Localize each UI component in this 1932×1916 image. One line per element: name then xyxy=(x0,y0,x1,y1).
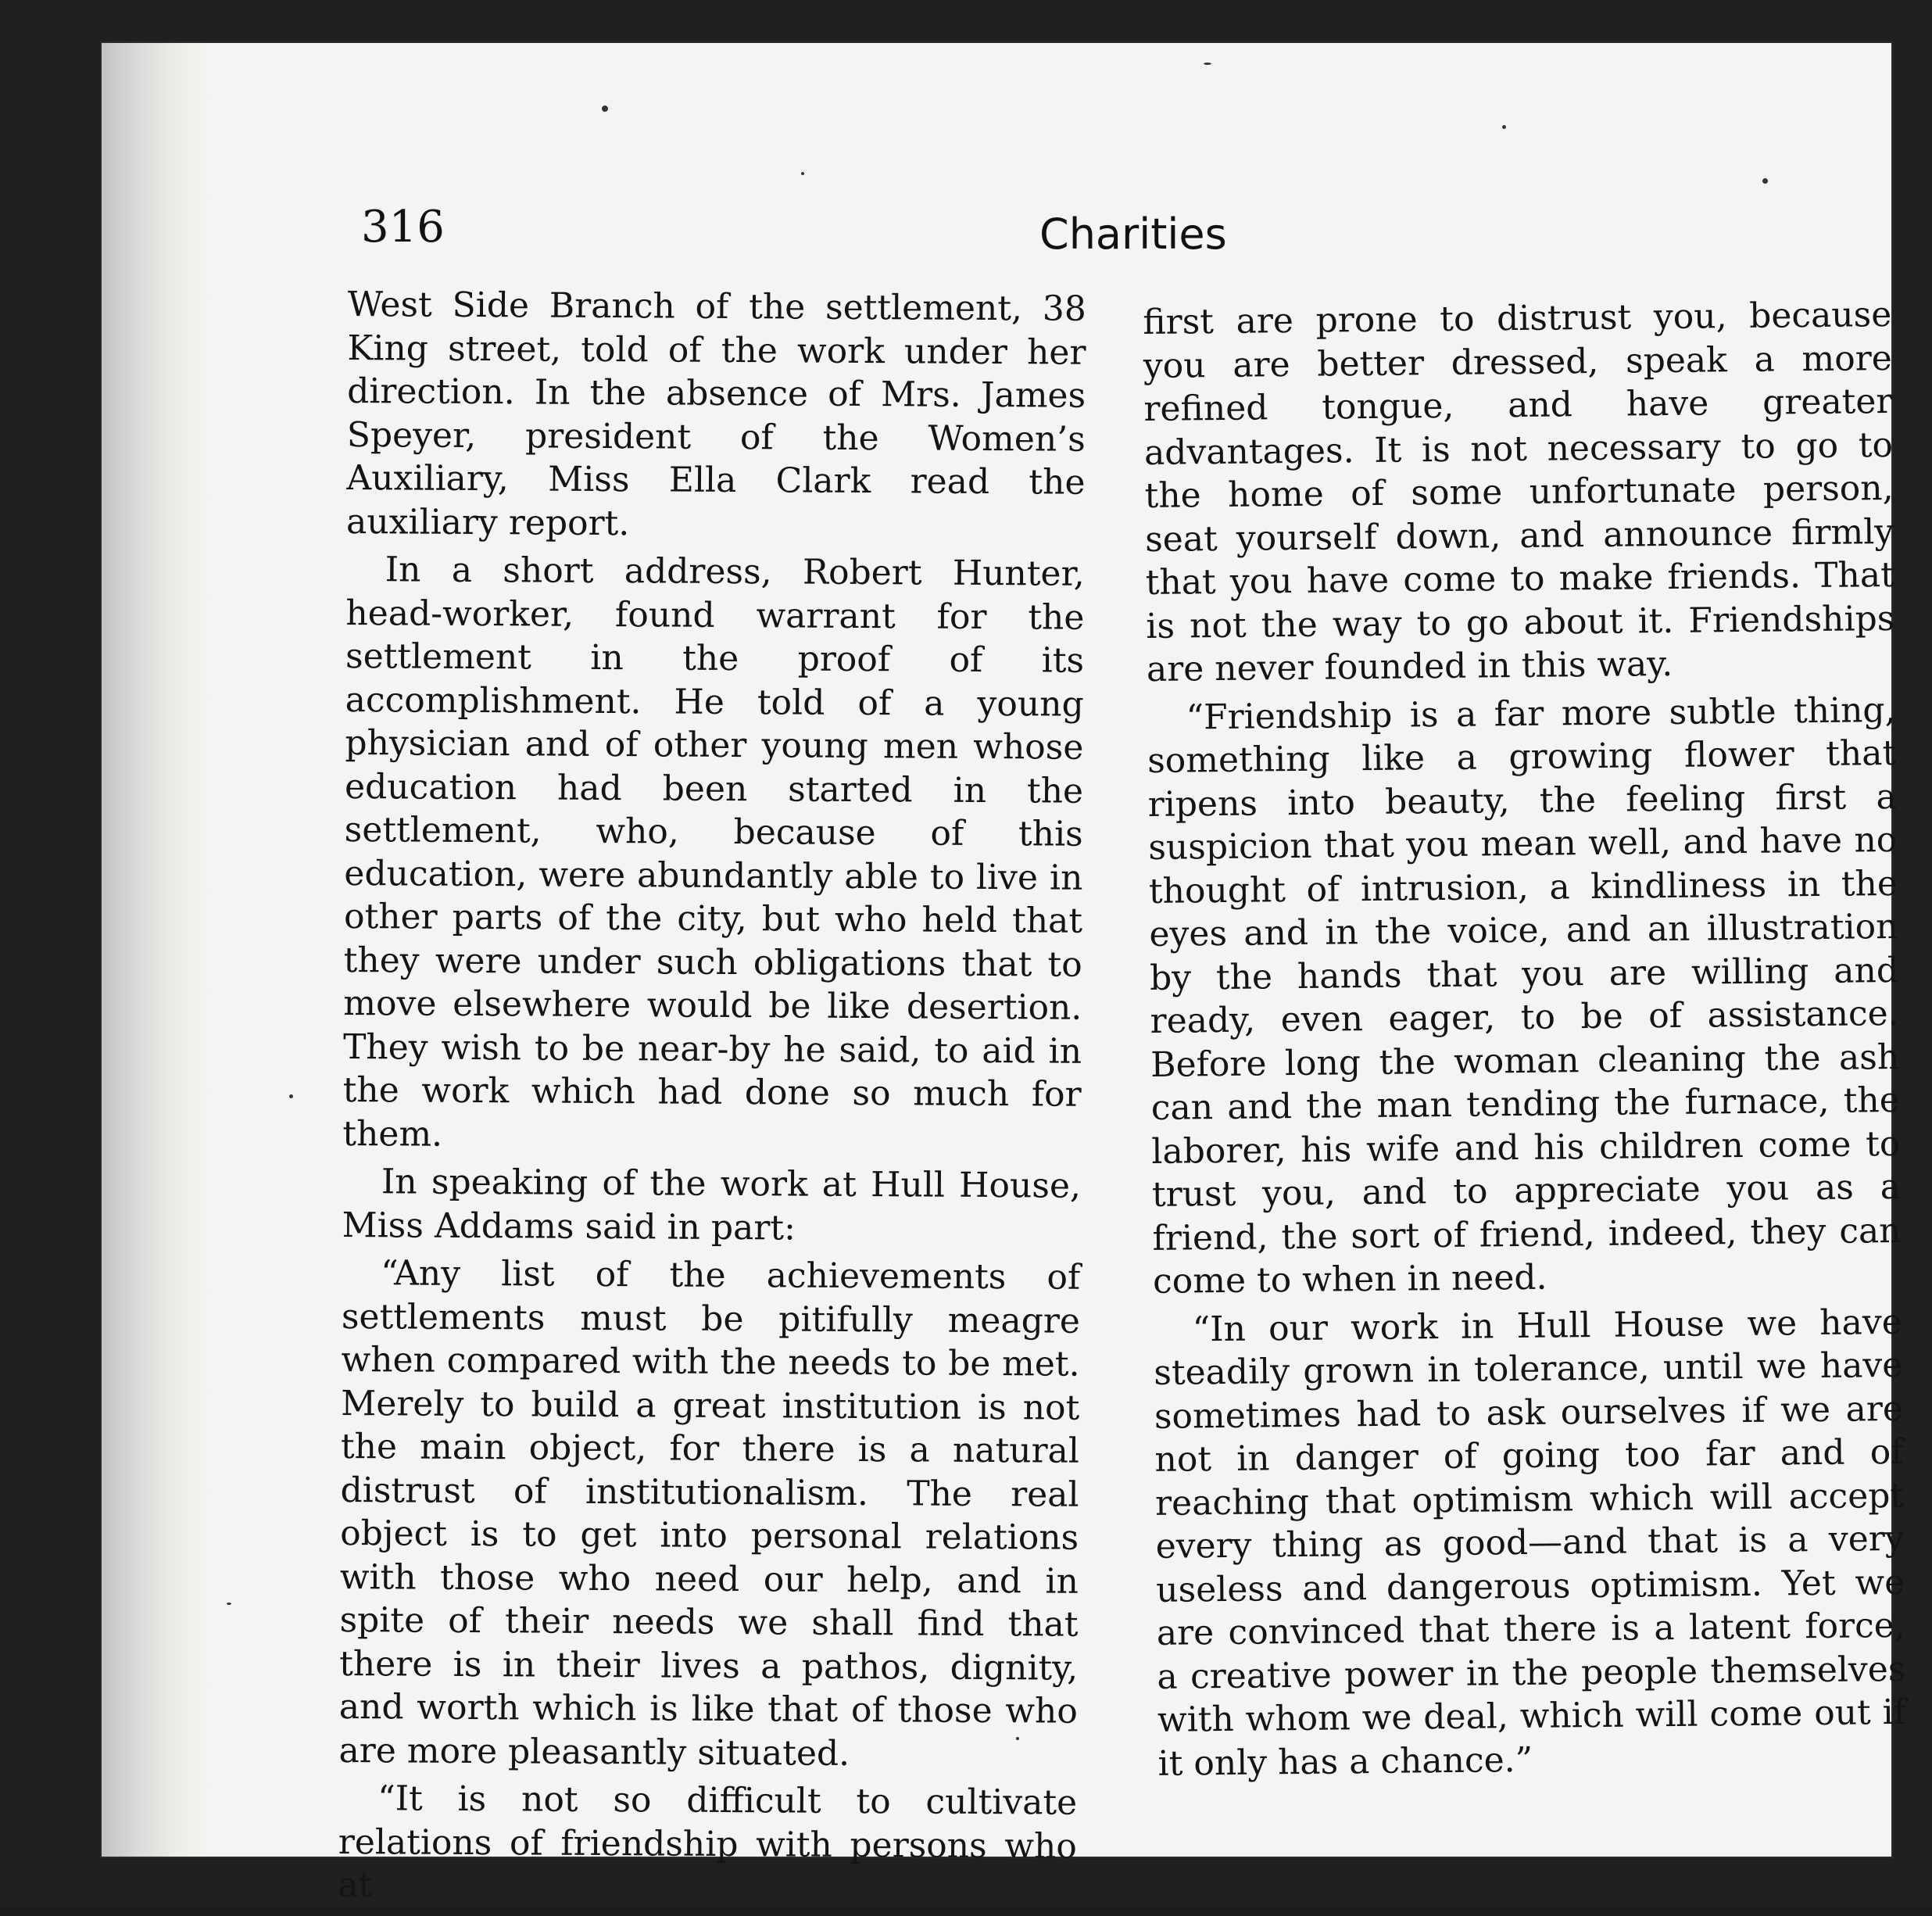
scan-speck xyxy=(602,106,608,112)
scan-speck xyxy=(1762,178,1768,184)
scan-speck xyxy=(227,1603,231,1605)
paragraph: In a short address, Robert Hunter, head-worker, found warrant for the settlement in the proof of its accomplishment. He told of a young physician and of other young men whose education had been started in the settlement, who, because of this education, were abundantly able to live in other parts of the city, but who held that they were under such obligations that to move elsewhere would be like desertion. They wish to be near-by he said, to aid in the work which had done so much for them. xyxy=(342,550,1085,1155)
scan-speck xyxy=(1502,125,1506,129)
paragraph: In speaking of the work at Hull House, Miss Addams said in part: xyxy=(342,1162,1082,1248)
paragraph: West Side Branch of the settlement, 38 King street, told of the work under her direction. In the absence of Mrs. James Speyer, president of the Women’s Auxiliary, Miss Ella Clark read the auxiliary report. xyxy=(345,284,1086,543)
scan-speck xyxy=(1204,63,1211,65)
scan-speck xyxy=(289,1094,293,1098)
paragraph: “It is not so difficult to cultivate relations of friendship with persons who at xyxy=(338,1778,1078,1906)
page-number: 316 xyxy=(361,202,445,252)
left-column xyxy=(338,283,1086,1916)
paragraph: “Any list of the achievements of settlements must be pitifully meagre when compared with the needs to be met. Merely to build a great institution is not the main object, for there is a natural distrust of institutionalism. The real object is to get into personal relations with those who need our help, and in spite of their needs we shall find that there is in their lives a pathos, dignity, and worth which is like that of those who are more pleasantly situated. xyxy=(338,1253,1081,1774)
paragraph: “In our work in Hull House we have steadily grown in tolerance, until we have sometimes had to ask ourselves if we are not in danger of going too far and of reaching that optimism which will accept every thing as good—and that is a very useless and dangerous optimism. Yet we are convinced that there is a latent force, a creative power in the people themselves with whom we deal, which will come out if it only has a chance.” xyxy=(1154,1302,1907,1784)
binding-gutter-shadow xyxy=(102,43,211,1857)
right-column xyxy=(1143,293,1907,1790)
paragraph: first are prone to distrust you, because you are better dressed, speak a more refined tongue, and have greater advantages. It is not necessary to go to the home of some unfortunate person, seat yourself down, and announce firmly that you have come to make friends. That is not the way to go about it. Friendships are never founded in this way. xyxy=(1143,294,1895,689)
scan-speck xyxy=(801,172,804,175)
paragraph: “Friendship is a far more subtle thing, something like a growing flower that ripens into beauty, the feeling first a suspicion that you mean well, and have no thought of intrusion, a kindliness in the eyes and in the voice, and an illustration by the hands that you are willing and ready, even eager, to be of assistance. Before long the woman cleaning the ash can and the man tending the furnace, the laborer, his wife and his children come to trust you, and to appreciate you as a friend, the sort of friend, indeed, they can come to when in need. xyxy=(1147,689,1902,1302)
running-head: Charities xyxy=(1039,210,1227,259)
